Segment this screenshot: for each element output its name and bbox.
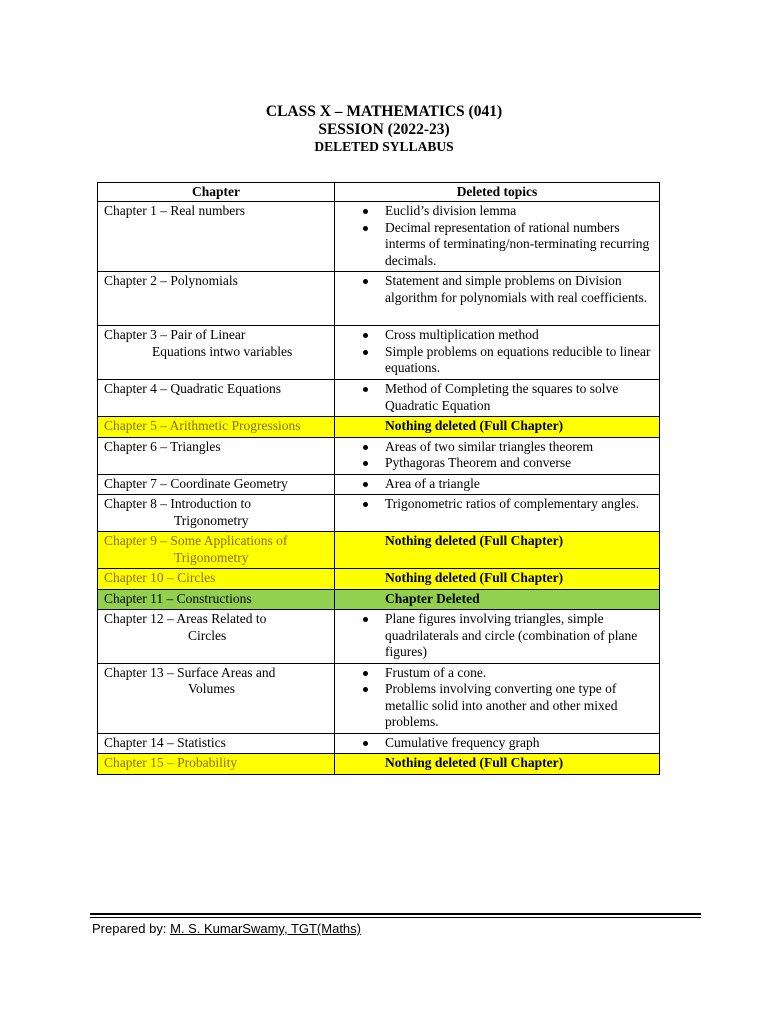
table-row bbox=[98, 733, 660, 754]
list-item: Areas of two similar triangles theorem bbox=[335, 439, 653, 456]
topics-cell bbox=[335, 532, 660, 569]
list-item: Euclid’s division lemma bbox=[335, 203, 653, 220]
status-text: Chapter Deleted bbox=[385, 590, 480, 606]
chapter-cell: Chapter 8 – Introduction to Trigonometry bbox=[98, 495, 335, 532]
footer-divider-thick bbox=[90, 913, 701, 915]
table-row bbox=[98, 589, 660, 610]
chapter-cell: Chapter 5 – Arithmetic Progressions bbox=[98, 417, 335, 438]
status-text: Nothing deleted (Full Chapter) bbox=[385, 533, 564, 548]
chapter-cell: Chapter 1 – Real numbers bbox=[98, 202, 335, 272]
topics-cell bbox=[335, 754, 660, 775]
chapter-cell: Chapter 11 – Constructions bbox=[98, 589, 335, 610]
topics-cell bbox=[335, 663, 660, 733]
list-item: Method of Completing the squares to solve Quadratic Equation bbox=[335, 381, 653, 414]
session-title: SESSION (2022-23) bbox=[318, 121, 450, 138]
table-row bbox=[98, 569, 660, 590]
topics-cell bbox=[335, 437, 660, 474]
table-row bbox=[98, 417, 660, 438]
column-header-chapter: Chapter bbox=[98, 183, 335, 202]
list-item: Cumulative frequency graph bbox=[335, 735, 653, 752]
table-row bbox=[98, 532, 660, 569]
topics-cell bbox=[335, 589, 660, 610]
list-item: Problems involving converting one type of metallic solid into another and other mixed problems. bbox=[335, 681, 653, 731]
footer-divider-thin bbox=[90, 917, 701, 918]
chapter-cell: Chapter 10 – Circles bbox=[98, 569, 335, 590]
topics-cell bbox=[335, 380, 660, 417]
table-row bbox=[98, 380, 660, 417]
list-item: Decimal representation of rational numbers interms of terminating/non-terminating recurring decimals. bbox=[335, 220, 653, 270]
list-item: Simple problems on equations reducible to linear equations. bbox=[335, 344, 653, 377]
table-row bbox=[98, 272, 660, 326]
table-row bbox=[98, 754, 660, 775]
table-row bbox=[98, 202, 660, 272]
chapter-cell: Chapter 9 – Some Applications of Trigonometry bbox=[98, 532, 335, 569]
footer bbox=[92, 921, 361, 936]
table-row bbox=[98, 663, 660, 733]
chapter-cell: Chapter 2 – Polynomials bbox=[98, 272, 335, 326]
topics-cell bbox=[335, 272, 660, 326]
topics-cell bbox=[335, 326, 660, 380]
status-text: Nothing deleted (Full Chapter) bbox=[385, 418, 564, 433]
syllabus-table bbox=[97, 182, 660, 775]
document-title: CLASS X – MATHEMATICS (041) bbox=[265, 103, 503, 120]
deleted-syllabus-heading: DELETED SYLLABUS bbox=[314, 139, 454, 154]
table-row bbox=[98, 474, 660, 495]
list-item: Statement and simple problems on Division algorithm for polynomials with real coefficients. bbox=[335, 273, 653, 306]
topics-cell bbox=[335, 569, 660, 590]
chapter-cell: Chapter 7 – Coordinate Geometry bbox=[98, 474, 335, 495]
column-header-deleted-topics: Deleted topics bbox=[335, 183, 660, 202]
status-text: Nothing deleted (Full Chapter) bbox=[385, 755, 564, 770]
list-item: Frustum of a cone. bbox=[335, 665, 653, 682]
list-item: Cross multiplication method bbox=[335, 327, 653, 344]
author-name: M. S. KumarSwamy, TGT(Maths) bbox=[170, 921, 361, 936]
topics-cell bbox=[335, 610, 660, 664]
topics-cell bbox=[335, 202, 660, 272]
chapter-cell: Chapter 6 – Triangles bbox=[98, 437, 335, 474]
table-row bbox=[98, 495, 660, 532]
table-row bbox=[98, 610, 660, 664]
list-item: Plane figures involving triangles, simple quadrilaterals and circle (combination of plane figures) bbox=[335, 611, 653, 661]
table-header-row bbox=[98, 183, 660, 202]
list-item: Area of a triangle bbox=[335, 476, 653, 493]
chapter-cell: Chapter 3 – Pair of Linear Equations intwo variables bbox=[98, 326, 335, 380]
chapter-cell: Chapter 12 – Areas Related to Circles bbox=[98, 610, 335, 664]
chapter-cell: Chapter 15 – Probability bbox=[98, 754, 335, 775]
topics-cell bbox=[335, 733, 660, 754]
topics-cell bbox=[335, 474, 660, 495]
list-item: Trigonometric ratios of complementary angles. bbox=[335, 496, 653, 513]
table-row bbox=[98, 326, 660, 380]
topics-cell bbox=[335, 417, 660, 438]
list-item: Pythagoras Theorem and converse bbox=[335, 455, 653, 472]
footer-label: Prepared by: bbox=[92, 921, 167, 936]
chapter-cell: Chapter 14 – Statistics bbox=[98, 733, 335, 754]
table-row bbox=[98, 437, 660, 474]
topics-cell bbox=[335, 495, 660, 532]
chapter-cell: Chapter 4 – Quadratic Equations bbox=[98, 380, 335, 417]
chapter-cell: Chapter 13 – Surface Areas and Volumes bbox=[98, 663, 335, 733]
status-text: Nothing deleted (Full Chapter) bbox=[385, 570, 564, 585]
